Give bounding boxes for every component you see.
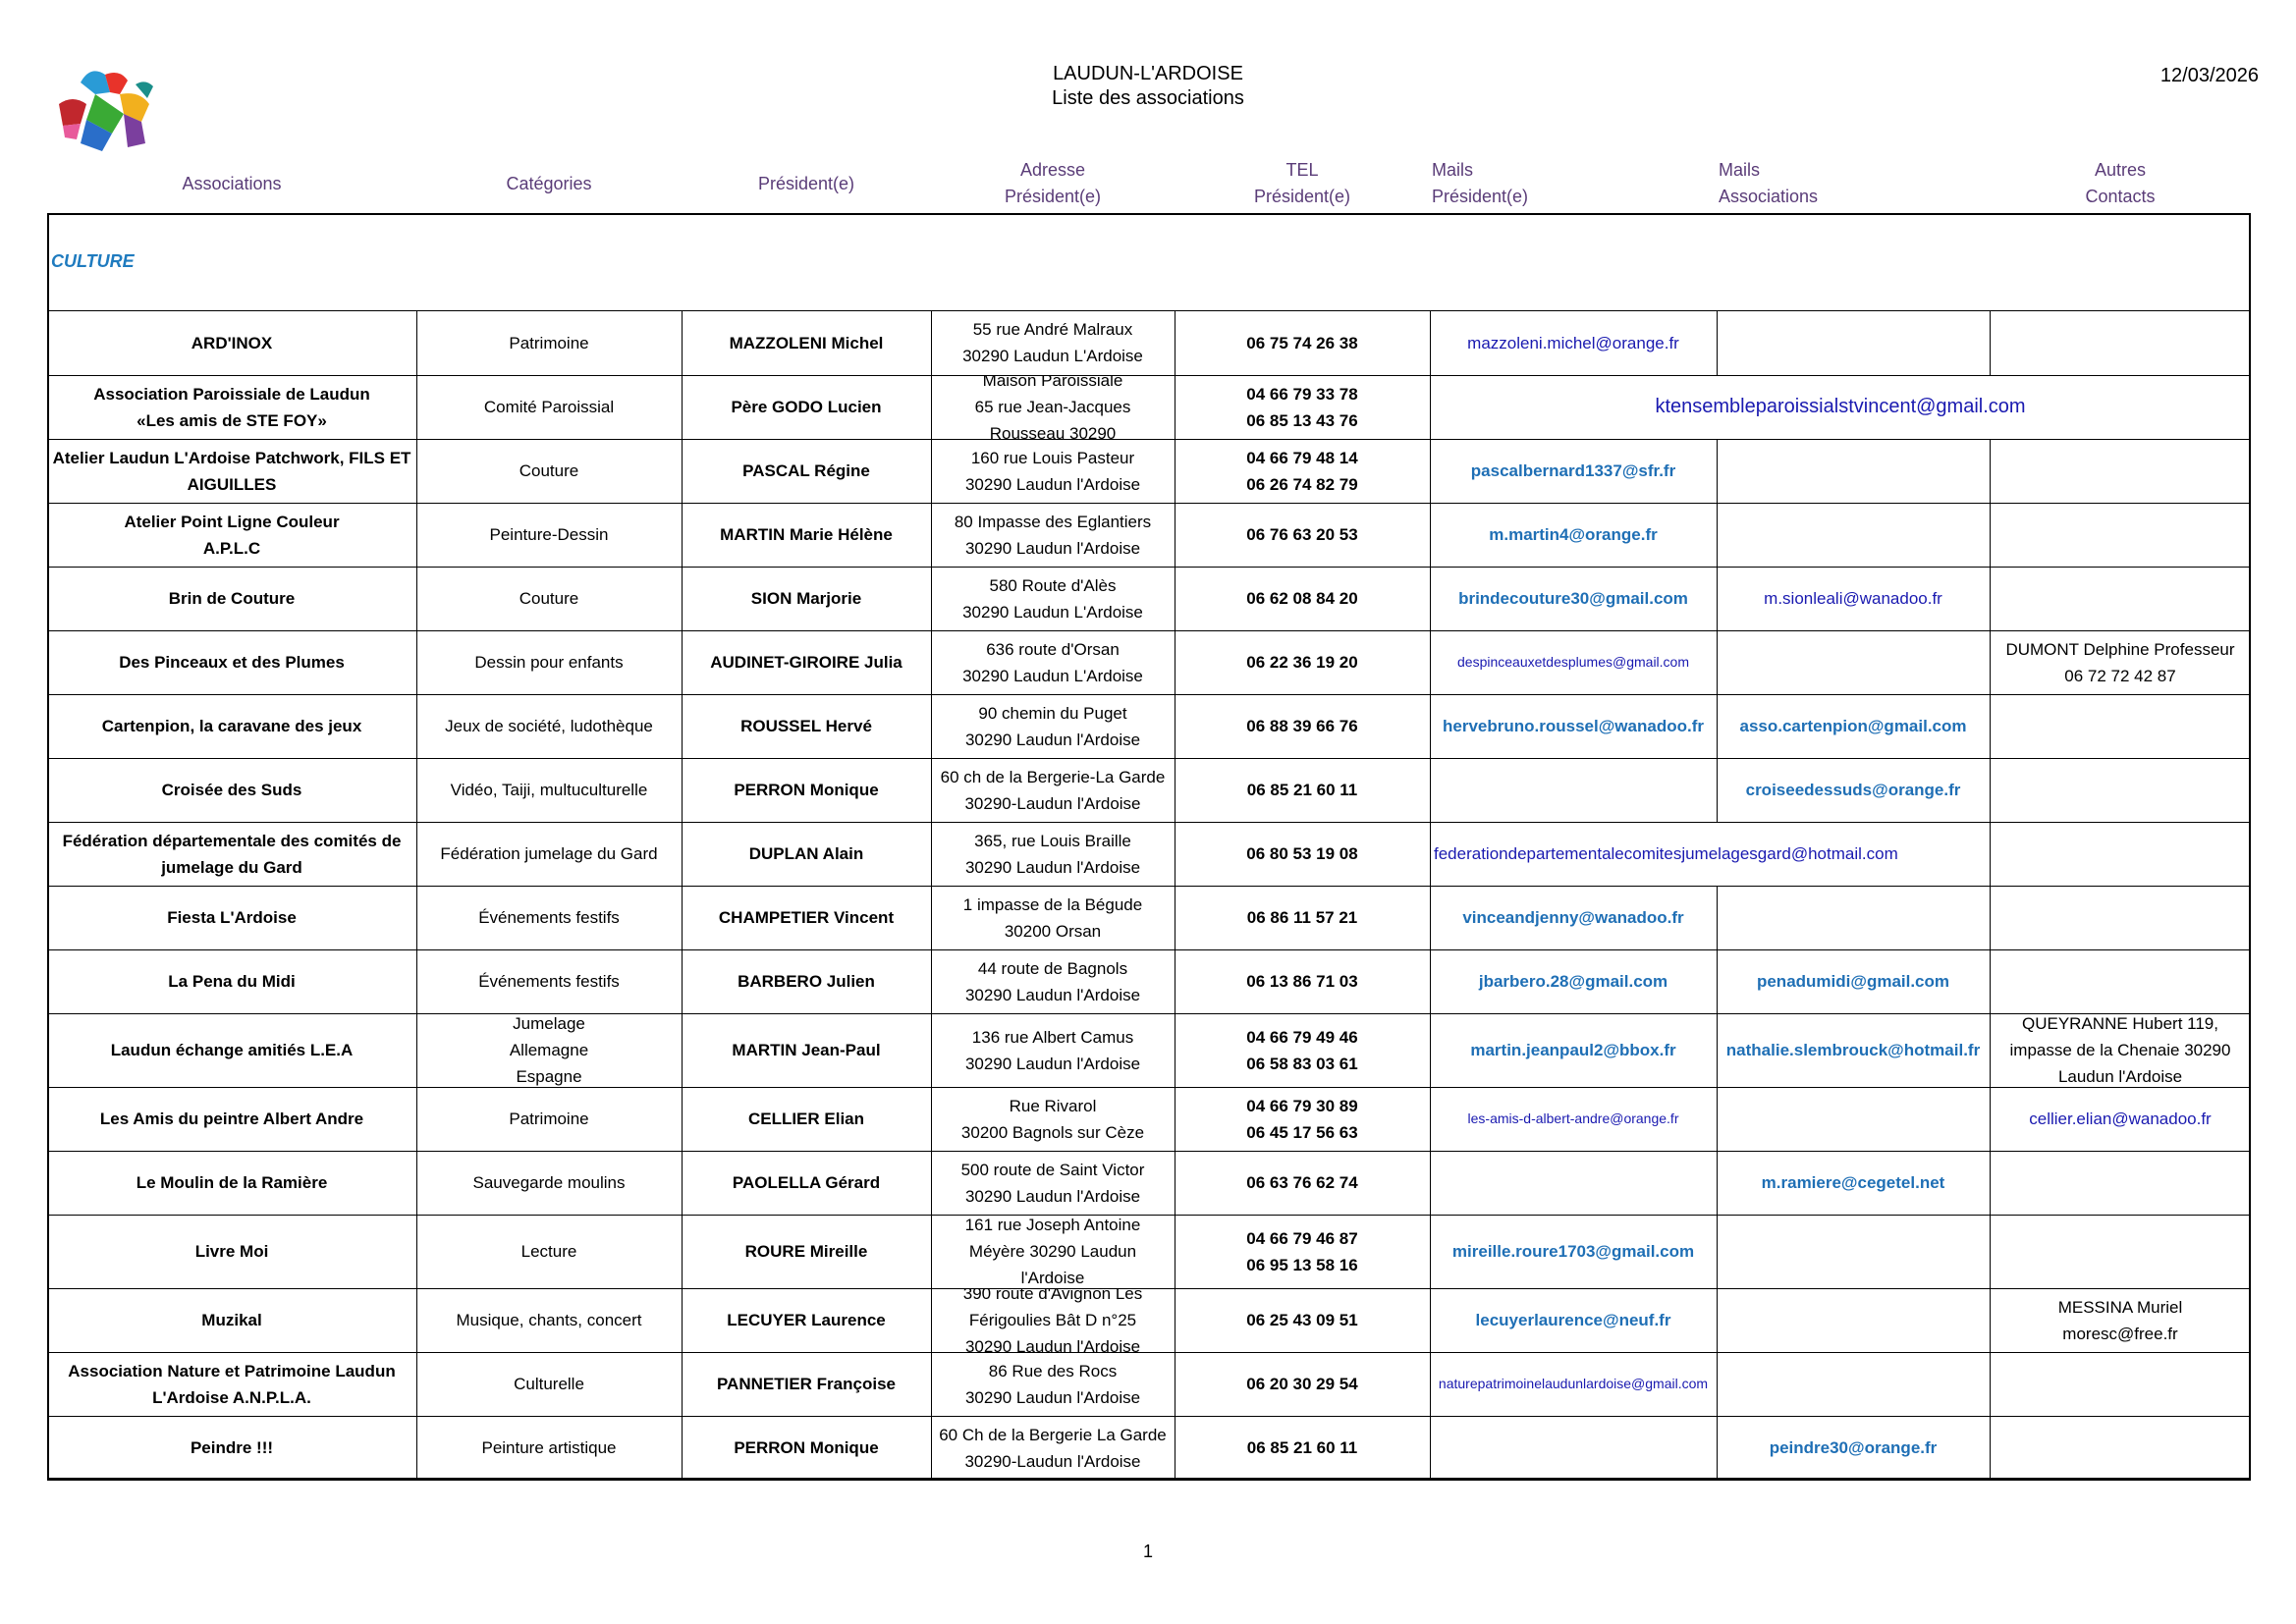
column-rule — [1990, 886, 1991, 949]
president-name: BARBERO Julien — [738, 972, 875, 991]
column-rule — [1990, 439, 1991, 503]
association-category: Jumelage Allemagne Espagne — [509, 1014, 589, 1086]
president-mail-link[interactable]: vinceandjenny@wanadoo.fr — [1462, 908, 1684, 927]
president-address: 161 rue Joseph Antoine Méyère 30290 Laudun l'Ardoise — [964, 1216, 1141, 1287]
president-mail-link[interactable]: les-amis-d-albert-andre@orange.fr — [1467, 1110, 1679, 1126]
association-category: Événements festifs — [478, 972, 620, 991]
association-mail-link[interactable]: ktensembleparoissialstvincent@gmail.com — [1655, 396, 2026, 417]
president-name: MAZZOLENI Michel — [729, 333, 884, 352]
president-phone: 06 62 08 84 20 — [1246, 589, 1358, 608]
association-category: Couture — [519, 589, 579, 608]
president-address: 60 ch de la Bergerie-La Garde 30290-Laudun l'Ardoise — [940, 767, 1166, 813]
president-address: 86 Rue des Rocs 30290 Laudun l'Ardoise — [964, 1361, 1141, 1407]
association-category: Musique, chants, concert — [456, 1311, 642, 1329]
association-category: Comité Paroissial — [483, 398, 615, 416]
president-name: SION Marjorie — [750, 589, 862, 608]
president-mail-link[interactable]: m.martin4@orange.fr — [1489, 525, 1658, 544]
column-rule — [1717, 1352, 1718, 1416]
president-mail-link[interactable]: mireille.roure1703@gmail.com — [1451, 1242, 1695, 1261]
association-category: Patrimoine — [509, 1110, 589, 1128]
column-rule — [1717, 439, 1718, 503]
president-mail-link[interactable]: mazzoleni.michel@orange.fr — [1467, 333, 1679, 352]
president-address: Rue Rivarol 30200 Bagnols sur Cèze — [960, 1096, 1145, 1142]
association-name: La Pena du Midi — [168, 972, 296, 991]
president-phone: 06 85 21 60 11 — [1246, 1438, 1358, 1457]
president-name: CHAMPETIER Vincent — [718, 908, 895, 927]
president-address: 365, rue Louis Braille 30290 Laudun l'Ardoise — [964, 831, 1141, 877]
column-rule — [1990, 503, 1991, 567]
section-title: CULTURE — [51, 251, 135, 271]
column-rule — [1717, 1215, 1718, 1288]
president-name: PERRON Monique — [734, 781, 879, 799]
association-name: Livre Moi — [194, 1242, 269, 1261]
president-phone: 06 86 11 57 21 — [1246, 908, 1358, 927]
column-rule — [1717, 1087, 1718, 1151]
column-rule — [1990, 949, 1991, 1013]
president-mail-link[interactable]: jbarbero.28@gmail.com — [1478, 972, 1668, 991]
president-mail-link[interactable]: pascalbernard1337@sfr.fr — [1470, 461, 1676, 480]
association-mail-link[interactable]: nathalie.slembrouck@hotmail.fr — [1725, 1041, 1981, 1059]
president-name: ROURE Mireille — [744, 1242, 868, 1261]
column-rule — [1990, 822, 1991, 886]
president-phone: 04 66 79 49 46 06 58 83 03 61 — [1246, 1027, 1358, 1073]
president-address: 160 rue Louis Pasteur 30290 Laudun l'Ardoise — [964, 448, 1141, 494]
president-mail-link[interactable]: martin.jeanpaul2@bbox.fr — [1470, 1041, 1676, 1059]
other-contact: DUMONT Delphine Professeur 06 72 72 42 87 — [2005, 639, 2235, 685]
association-name: Muzikal — [201, 1311, 262, 1329]
association-mail-link[interactable]: peindre30@orange.fr — [1769, 1438, 1938, 1457]
association-name: Des Pinceaux et des Plumes — [119, 653, 345, 672]
president-address: 80 Impasse des Eglantiers 30290 Laudun l'Ardoise — [954, 512, 1152, 558]
president-address: 1 impasse de la Bégude 30200 Orsan — [962, 894, 1143, 941]
president-mail-link[interactable]: despinceauxetdesplumes@gmail.com — [1457, 654, 1689, 670]
president-address: 636 route d'Orsan 30290 Laudun L'Ardoise — [962, 639, 1143, 685]
president-name: PANNETIER Françoise — [716, 1375, 896, 1393]
other-contact: cellier.elian@wanadoo.fr — [2029, 1110, 2212, 1128]
president-address: 390 route d'Avignon Les Férigoulies Bât D n°25 30290 Laudun l'Ardoise — [962, 1288, 1143, 1352]
association-category: Couture — [519, 461, 579, 480]
column-rule — [1990, 1151, 1991, 1215]
president-phone: 04 66 79 33 78 06 85 13 43 76 — [1246, 384, 1358, 430]
other-contact: MESSINA Muriel moresc@free.fr — [2057, 1297, 2183, 1343]
president-address: 580 Route d'Alès 30290 Laudun L'Ardoise — [962, 575, 1143, 622]
president-mail-link[interactable]: naturepatrimoinelaudunlardoise@gmail.com — [1438, 1376, 1709, 1391]
column-rule — [1717, 1288, 1718, 1352]
president-phone: 06 76 63 20 53 — [1246, 525, 1358, 544]
column-rule — [1990, 1416, 1991, 1480]
document-date: 12/03/2026 — [2159, 65, 2259, 86]
association-name: Atelier Laudun L'Ardoise Patchwork, FILS ET AIGUILLES — [52, 448, 411, 494]
president-address: 90 chemin du Puget 30290 Laudun l'Ardoise — [964, 703, 1141, 749]
column-rule — [1717, 310, 1718, 375]
association-mail-link[interactable]: penadumidi@gmail.com — [1756, 972, 1950, 991]
president-address: 44 route de Bagnols 30290 Laudun l'Ardoise — [964, 958, 1141, 1004]
other-contact: QUEYRANNE Hubert 119, impasse de la Chenaie 30290 Laudun l'Ardoise — [2009, 1014, 2231, 1086]
column-header-president: Président(e) — [757, 173, 855, 193]
column-rule — [1990, 567, 1991, 630]
association-category: Jeux de société, ludothèque — [445, 717, 653, 735]
president-name: PAOLELLA Gérard — [732, 1173, 881, 1192]
president-name: AUDINET-GIROIRE Julia — [710, 653, 902, 672]
column-rule — [1717, 630, 1718, 694]
president-name: ROUSSEL Hervé — [740, 717, 872, 735]
column-rule — [1990, 310, 1991, 375]
table-rule — [47, 1480, 2251, 1481]
association-name: Laudun échange amitiés L.E.A — [110, 1041, 354, 1059]
president-phone: 06 25 43 09 51 — [1246, 1311, 1358, 1329]
association-name: Le Moulin de la Ramière — [136, 1173, 328, 1192]
president-phone: 06 22 36 19 20 — [1246, 653, 1358, 672]
president-phone: 06 85 21 60 11 — [1246, 781, 1358, 799]
association-category: Sauvegarde moulins — [472, 1173, 626, 1192]
column-header-categories: Catégories — [506, 173, 592, 193]
column-rule — [1990, 758, 1991, 822]
association-category: Vidéo, Taiji, multuculturelle — [450, 781, 648, 799]
president-name: MARTIN Jean-Paul — [732, 1041, 881, 1059]
column-rule — [1990, 694, 1991, 758]
column-rule — [1990, 1352, 1991, 1416]
document-title: LAUDUN-L'ARDOISE — [1053, 63, 1243, 84]
column-header-address: Adresse Président(e) — [1004, 160, 1102, 206]
association-mail-link[interactable]: asso.cartenpion@gmail.com — [1739, 717, 1967, 735]
column-rule — [1717, 886, 1718, 949]
president-phone: 04 66 79 48 14 06 26 74 82 79 — [1246, 448, 1358, 494]
association-mail-link[interactable]: croiseedessuds@orange.fr — [1745, 781, 1961, 799]
president-name: LECUYER Laurence — [727, 1311, 886, 1329]
association-name: Cartenpion, la caravane des jeux — [101, 717, 362, 735]
association-name: Les Amis du peintre Albert Andre — [99, 1110, 364, 1128]
president-phone: 06 63 76 62 74 — [1246, 1173, 1358, 1192]
association-name: Fédération départementale des comités de jumelage du Gard — [62, 831, 402, 877]
president-name: DUPLAN Alain — [748, 844, 864, 863]
column-rule — [1990, 1215, 1991, 1288]
president-address: 60 Ch de la Bergerie La Garde 30290-Laudun l'Ardoise — [939, 1425, 1167, 1471]
association-name: Association Nature et Patrimoine Laudun L'Ardoise A.N.P.L.A. — [68, 1361, 396, 1407]
association-category: Peinture artistique — [481, 1438, 617, 1457]
president-name: PERRON Monique — [734, 1438, 879, 1457]
association-mail-link[interactable]: m.sionleali@wanadoo.fr — [1764, 589, 1942, 608]
association-name: Peindre !!! — [190, 1438, 274, 1457]
president-phone: 06 88 39 66 76 — [1246, 717, 1358, 735]
president-address: 136 rue Albert Camus 30290 Laudun l'Ardoise — [964, 1027, 1141, 1073]
association-mail-link[interactable]: federationdepartementalecomitesjumelagesgard@hotmail.com — [1434, 844, 1898, 863]
president-phone: 06 20 30 29 54 — [1246, 1375, 1358, 1393]
association-name: Association Paroissiale de Laudun «Les amis de STE FOY» — [93, 384, 370, 430]
president-mail-link[interactable]: lecuyerlaurence@neuf.fr — [1475, 1311, 1671, 1329]
president-phone: 04 66 79 46 87 06 95 13 58 16 — [1246, 1228, 1358, 1274]
column-header-other-contacts: Autres Contacts — [2085, 160, 2156, 206]
association-name: Croisée des Suds — [161, 781, 302, 799]
column-rule — [1717, 503, 1718, 567]
association-name: Brin de Couture — [168, 589, 296, 608]
president-phone: 04 66 79 30 89 06 45 17 56 63 — [1246, 1096, 1358, 1142]
president-name: CELLIER Elian — [747, 1110, 865, 1128]
president-phone: 06 13 86 71 03 — [1246, 972, 1358, 991]
association-category: Événements festifs — [478, 908, 620, 927]
association-category: Lecture — [520, 1242, 577, 1261]
column-header-associations: Associations — [182, 173, 282, 193]
president-name: PASCAL Régine — [742, 461, 870, 480]
document-subtitle: Liste des associations — [1052, 87, 1244, 109]
page-number: 1 — [1142, 1542, 1153, 1561]
president-address: Maison Paroissiale 65 rue Jean-Jacques Rousseau 30290 — [974, 375, 1131, 439]
column-header-mail-president: Mails Président(e) — [1432, 160, 1529, 206]
president-address: 500 route de Saint Victor 30290 Laudun l'Ardoise — [960, 1160, 1145, 1206]
column-rule — [1430, 1151, 1431, 1215]
column-header-tel: TEL Président(e) — [1253, 160, 1351, 206]
association-category: Peinture-Dessin — [489, 525, 609, 544]
column-rule — [1430, 1416, 1431, 1480]
association-mail-link[interactable]: m.ramiere@cegetel.net — [1761, 1173, 1945, 1192]
association-name: ARD'INOX — [191, 333, 273, 352]
association-category: Fédération jumelage du Gard — [440, 844, 658, 863]
association-category: Dessin pour enfants — [474, 653, 624, 672]
column-header-mail-association: Mails Associations — [1719, 160, 1819, 206]
president-phone: 06 75 74 26 38 — [1246, 333, 1358, 352]
president-address: 55 rue André Malraux 30290 Laudun L'Ardoise — [962, 320, 1143, 365]
president-name: Père GODO Lucien — [731, 398, 882, 416]
president-name: MARTIN Marie Hélène — [720, 525, 893, 544]
association-name: Atelier Point Ligne Couleur A.P.L.C — [124, 512, 340, 558]
association-name: Fiesta L'Ardoise — [167, 908, 297, 927]
president-mail-link[interactable]: hervebruno.roussel@wanadoo.fr — [1443, 717, 1704, 735]
association-category: Culturelle — [514, 1375, 584, 1393]
association-category: Patrimoine — [509, 333, 589, 352]
column-rule — [1430, 758, 1431, 822]
president-mail-link[interactable]: brindecouture30@gmail.com — [1458, 589, 1688, 608]
president-phone: 06 80 53 19 08 — [1246, 844, 1358, 863]
